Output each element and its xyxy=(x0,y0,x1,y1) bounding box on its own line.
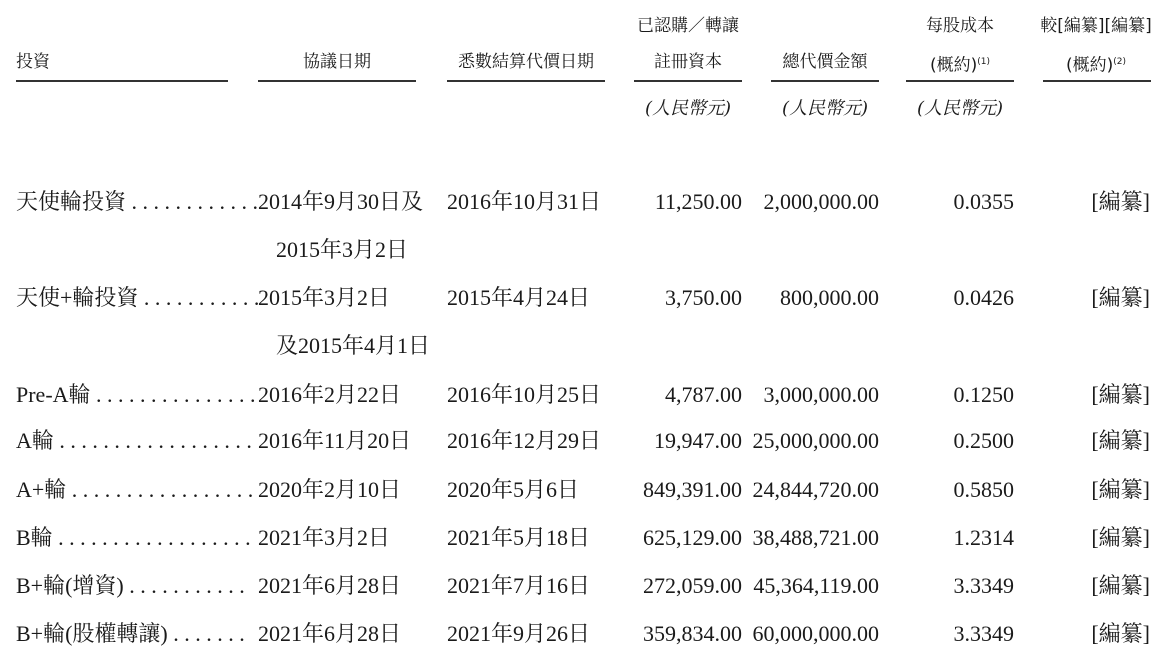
row-settlement-date: 2021年5月18日 xyxy=(447,525,591,550)
row-capital: 625,129.00 xyxy=(643,525,742,550)
row-investment: 天使輪投資 . . . . . . . . . . . . xyxy=(16,189,259,214)
row-discount: [編纂] xyxy=(1091,573,1150,598)
header-cost-per-share-line2 xyxy=(906,48,1014,80)
unit-capital: (人民幣元) xyxy=(644,98,732,119)
row-settlement-date: 2021年7月16日 xyxy=(447,573,591,598)
unit-cost-per-share: (人民幣元) xyxy=(916,98,1004,119)
row-consideration: 60,000,000.00 xyxy=(752,621,879,646)
header-settlement-date: 悉數結算代價日期 xyxy=(458,52,594,72)
row-investment: B+輪(股權轉讓) . . . . . . . xyxy=(16,621,245,646)
row-consideration: 24,844,720.00 xyxy=(752,477,879,502)
row-cost: 1.2314 xyxy=(953,525,1014,550)
row-agreement-date: 2016年2月22日 xyxy=(258,382,402,407)
footnote-2: (2) xyxy=(1113,57,1126,67)
row-agreement-date: 2021年3月2日 xyxy=(258,525,391,550)
row-investment: A+輪 . . . . . . . . . . . . . . . . . xyxy=(16,477,254,502)
row-cost: 0.2500 xyxy=(953,428,1014,453)
rule-investment xyxy=(16,80,228,82)
row-capital: 19,947.00 xyxy=(654,428,742,453)
row-settlement-date: 2016年10月31日 xyxy=(447,189,602,214)
header-discount-line1: 較[編纂][編纂] xyxy=(1040,16,1152,36)
header-investment: 投資 xyxy=(16,52,50,72)
row-agreement-date: 2021年6月28日 xyxy=(258,621,402,646)
header-capital-line1: 已認購／轉讓 xyxy=(637,16,739,36)
row-discount: [編纂] xyxy=(1091,382,1150,407)
row-settlement-date: 2016年12月29日 xyxy=(447,428,602,453)
row-settlement-date: 2015年4月24日 xyxy=(447,285,591,310)
row-capital: 359,834.00 xyxy=(643,621,742,646)
row-consideration: 800,000.00 xyxy=(780,285,879,310)
row-consideration: 2,000,000.00 xyxy=(763,189,879,214)
row-discount: [編纂] xyxy=(1091,428,1150,453)
row-cost: 3.3349 xyxy=(953,621,1014,646)
row-capital: 272,059.00 xyxy=(643,573,742,598)
rule-consideration xyxy=(771,80,879,82)
row-consideration: 3,000,000.00 xyxy=(763,382,879,407)
header-discount-line2 xyxy=(1040,48,1152,80)
row-cost: 3.3349 xyxy=(953,573,1014,598)
header-agreement-date: 協議日期 xyxy=(303,52,371,72)
row-investment: 天使+輪投資 . . . . . . . . . . . xyxy=(16,285,260,310)
row-cost: 0.1250 xyxy=(953,382,1014,407)
row-consideration: 38,488,721.00 xyxy=(752,525,879,550)
header-capital-line2: 註冊資本 xyxy=(654,52,722,72)
row-capital: 11,250.00 xyxy=(654,189,742,214)
rule-capital xyxy=(634,80,742,82)
row-discount: [編纂] xyxy=(1091,285,1150,310)
rule-cost xyxy=(906,80,1014,82)
row-agreement-date: 2021年6月28日 xyxy=(258,573,402,598)
row-investment: B+輪(增資) . . . . . . . . . . . xyxy=(16,573,245,598)
row-cost: 0.0355 xyxy=(953,189,1014,214)
row-consideration: 45,364,119.00 xyxy=(753,573,879,598)
row-agreement-date: 2014年9月30日及 xyxy=(258,189,424,214)
row-agreement-date-cont: 及2015年4月1日 xyxy=(276,333,431,358)
footnote-1: (1) xyxy=(977,57,990,67)
row-discount: [編纂] xyxy=(1091,621,1150,646)
row-agreement-date: 2020年2月10日 xyxy=(258,477,402,502)
row-capital: 849,391.00 xyxy=(643,477,742,502)
row-investment: B輪 . . . . . . . . . . . . . . . . . . xyxy=(16,525,251,550)
row-discount: [編纂] xyxy=(1091,189,1150,214)
row-settlement-date: 2021年9月26日 xyxy=(447,621,591,646)
row-investment: A輪 . . . . . . . . . . . . . . . . . . xyxy=(16,428,252,453)
row-discount: [編纂] xyxy=(1091,525,1150,550)
rule-discount xyxy=(1043,80,1151,82)
cost-per-share-approx: (概約) xyxy=(929,55,978,76)
row-consideration: 25,000,000.00 xyxy=(752,428,879,453)
discount-approx: (概約) xyxy=(1065,55,1114,76)
row-agreement-date-cont: 2015年3月2日 xyxy=(276,237,409,262)
rule-agreement-date xyxy=(258,80,416,82)
row-cost: 0.5850 xyxy=(953,477,1014,502)
row-agreement-date: 2015年3月2日 xyxy=(258,285,391,310)
row-discount: [編纂] xyxy=(1091,477,1150,502)
row-settlement-date: 2016年10月25日 xyxy=(447,382,602,407)
header-total-consideration: 總代價金額 xyxy=(782,52,868,72)
row-settlement-date: 2020年5月6日 xyxy=(447,477,580,502)
row-capital: 3,750.00 xyxy=(665,285,742,310)
row-capital: 4,787.00 xyxy=(665,382,742,407)
header-cost-per-share-line1: 每股成本 xyxy=(926,16,994,36)
rule-settlement-date xyxy=(447,80,605,82)
row-agreement-date: 2016年11月20日 xyxy=(258,428,412,453)
row-investment: Pre-A輪 . . . . . . . . . . . . . . . xyxy=(16,382,256,407)
unit-consideration: (人民幣元) xyxy=(781,98,869,119)
row-cost: 0.0426 xyxy=(953,285,1014,310)
